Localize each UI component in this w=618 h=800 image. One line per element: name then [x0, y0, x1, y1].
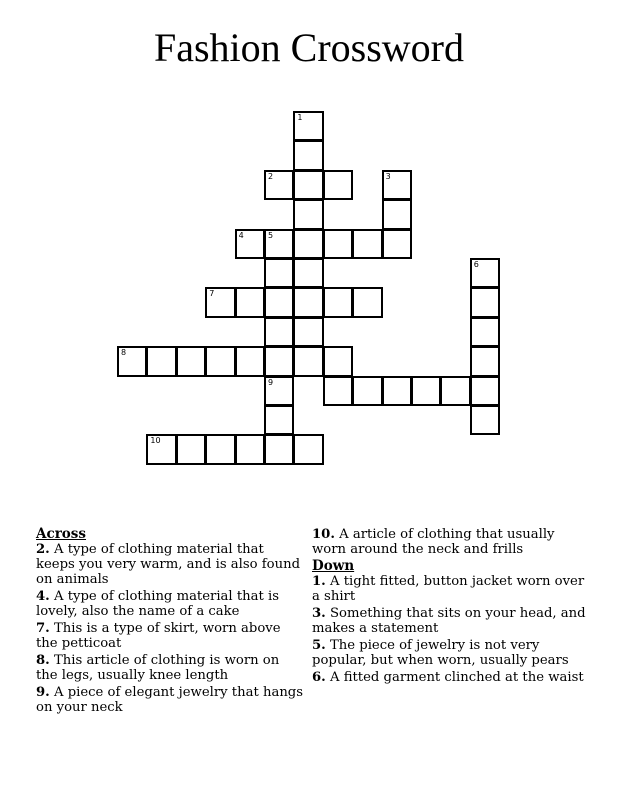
- clue-num: 4.: [36, 589, 50, 604]
- crossword-cell[interactable]: [440, 376, 470, 406]
- crossword-cell[interactable]: [470, 287, 500, 317]
- crossword-cell[interactable]: [323, 170, 353, 200]
- across-clue: [36, 542, 304, 587]
- down-clue: [312, 606, 587, 636]
- across-clue: [36, 653, 304, 683]
- crossword-cell[interactable]: [176, 434, 206, 464]
- crossword-cell[interactable]: [323, 287, 353, 317]
- crossword-cell[interactable]: [176, 346, 206, 376]
- crossword-cell[interactable]: [264, 317, 294, 347]
- across-clue: [312, 527, 587, 557]
- clue-num: 8.: [36, 653, 50, 668]
- down-clue: [312, 670, 587, 685]
- clue-text: This is a type of skirt, worn above the petticoat: [36, 621, 281, 651]
- clue-num: 7.: [36, 621, 50, 636]
- crossword-cell[interactable]: [382, 376, 412, 406]
- crossword-cell[interactable]: [264, 229, 294, 259]
- crossword-cell[interactable]: [264, 376, 294, 406]
- crossword-cell[interactable]: [323, 376, 353, 406]
- clue-num: 9.: [36, 685, 50, 700]
- clue-text: Something that sits on your head, and makes a statement: [312, 606, 586, 636]
- crossword-cell[interactable]: [293, 111, 323, 141]
- across-clue: [36, 621, 304, 651]
- crossword-cell[interactable]: [293, 287, 323, 317]
- crossword-cell[interactable]: [470, 376, 500, 406]
- crossword-cell[interactable]: [146, 346, 176, 376]
- crossword-cell[interactable]: [352, 229, 382, 259]
- crossword-cell[interactable]: [470, 317, 500, 347]
- crossword-cell[interactable]: [293, 170, 323, 200]
- crossword-cell[interactable]: [205, 287, 235, 317]
- clue-number: 9: [268, 377, 274, 387]
- crossword-cell[interactable]: [382, 199, 412, 229]
- across-clue-list: [36, 542, 304, 715]
- clue-text: The piece of jewelry is not very popular, but when worn, usually pears: [312, 638, 569, 668]
- clue-num: 3.: [312, 606, 326, 621]
- crossword-cell[interactable]: [205, 346, 235, 376]
- clues-column-right: [312, 527, 587, 687]
- crossword-cell[interactable]: [117, 346, 147, 376]
- clue-number: 4: [238, 230, 244, 240]
- crossword-cell[interactable]: [264, 434, 294, 464]
- across-clue-list-continued: [312, 527, 587, 557]
- clue-number: 10: [150, 436, 161, 446]
- down-clue-list: [312, 574, 587, 685]
- crossword-cell[interactable]: [323, 346, 353, 376]
- page-title: Fashion Crossword: [153, 25, 465, 70]
- across-clue: [36, 589, 304, 619]
- clue-text: A tight fitted, button jacket worn over a shirt: [312, 574, 585, 604]
- down-heading: Down: [312, 558, 355, 574]
- clue-text: A type of clothing material that is lovely, also the name of a cake: [36, 589, 279, 619]
- clue-num: 10.: [312, 527, 335, 542]
- crossword-cell[interactable]: [264, 287, 294, 317]
- crossword-cell[interactable]: [411, 376, 441, 406]
- across-heading: Across: [36, 526, 87, 542]
- clue-text: A fitted garment clinched at the waist: [325, 670, 584, 685]
- crossword-cell[interactable]: [470, 346, 500, 376]
- crossword-cell[interactable]: [235, 346, 265, 376]
- crossword-cell[interactable]: [470, 258, 500, 288]
- clue-text: This article of clothing is worn on the legs, usually knee length: [36, 653, 280, 683]
- crossword-cell[interactable]: [323, 229, 353, 259]
- across-clue: [36, 685, 304, 715]
- down-clue: [312, 638, 587, 668]
- crossword-cell[interactable]: [264, 405, 294, 435]
- crossword-cell[interactable]: [293, 140, 323, 170]
- clue-number: 8: [121, 348, 127, 358]
- clue-number: 3: [385, 171, 391, 181]
- clue-number: 1: [297, 113, 303, 122]
- clues-column-left: [36, 527, 304, 717]
- crossword-cell[interactable]: [235, 229, 265, 259]
- crossword-cell[interactable]: [293, 199, 323, 229]
- clue-number: 7: [209, 289, 215, 299]
- clue-text: A type of clothing material that keeps you very warm, and is also found on animals: [36, 542, 301, 587]
- down-clue: [312, 574, 587, 604]
- clue-num: 5.: [312, 638, 326, 653]
- clue-text: A piece of elegant jewelry that hangs on your neck: [36, 685, 304, 715]
- clue-number: 5: [268, 230, 274, 240]
- crossword-cell[interactable]: [205, 434, 235, 464]
- crossword-cell[interactable]: [382, 229, 412, 259]
- clue-text: A article of clothing that usually worn around the neck and frills: [312, 527, 555, 557]
- clue-num: 6.: [312, 670, 326, 685]
- clue-num: 1.: [312, 574, 326, 589]
- crossword-cell[interactable]: [382, 170, 412, 200]
- clue-number: 2: [268, 171, 274, 181]
- crossword-cell[interactable]: [293, 317, 323, 347]
- crossword-cell[interactable]: [293, 258, 323, 288]
- crossword-cell[interactable]: [235, 434, 265, 464]
- clue-number: 6: [473, 260, 479, 269]
- crossword-cell[interactable]: [264, 346, 294, 376]
- crossword-cell[interactable]: [293, 346, 323, 376]
- crossword-cell[interactable]: [293, 434, 323, 464]
- crossword-cell[interactable]: [352, 376, 382, 406]
- crossword-cell[interactable]: [264, 258, 294, 288]
- crossword-cell[interactable]: [470, 405, 500, 435]
- crossword-cell[interactable]: [235, 287, 265, 317]
- crossword-cell[interactable]: [352, 287, 382, 317]
- clue-num: 2.: [36, 542, 50, 557]
- crossword-cell[interactable]: [264, 170, 294, 200]
- crossword-cell[interactable]: [146, 434, 176, 464]
- crossword-cell[interactable]: [293, 229, 323, 259]
